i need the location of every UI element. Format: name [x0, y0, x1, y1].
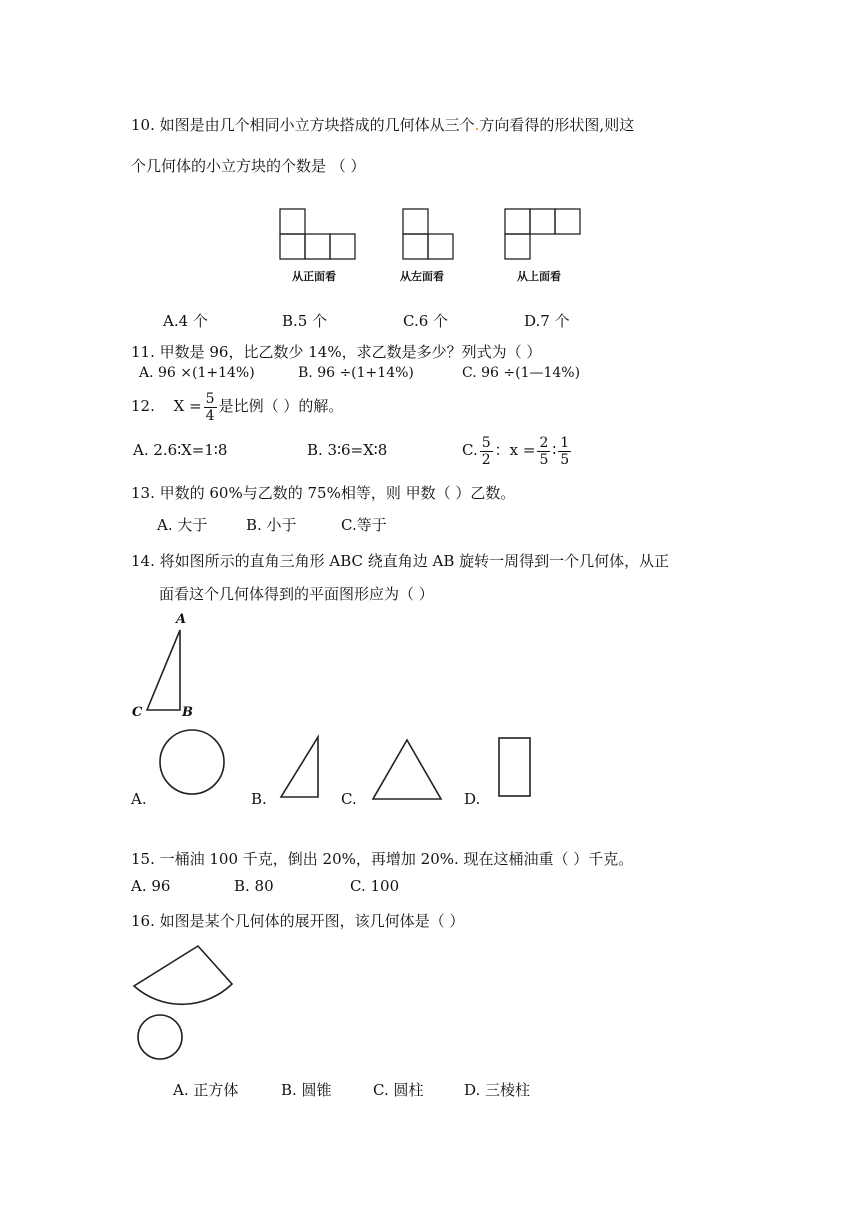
q12-option-c-f2-numerator: 2 [539, 434, 549, 451]
q12-option-c-f3-numerator: 1 [560, 434, 570, 451]
q10-line1b-text: 方向看得的形状图,则这 [479, 116, 635, 134]
q12-option-c-fraction-1 [480, 436, 493, 467]
q14-vertex-label-a: A [176, 612, 187, 627]
q14-stem-line1: 14. 将如图所示的直角三角形 ABC 绕直角边 AB 旋转一周得到一个几何体，从正 [131, 552, 670, 570]
q12-option-c-fraction-2 [537, 436, 550, 467]
q14-stem-line2: 面看这个几何体得到的平面图形应为（ ） [159, 585, 434, 603]
q16-cone-net-figure [128, 942, 238, 1067]
q10-stem-line2: 个几何体的小立方块的个数是 （ ） [131, 157, 366, 175]
q12-option-c-fraction-3 [558, 436, 571, 467]
q12-fraction-denominator: 4 [205, 407, 215, 424]
q14-option-a-circle-figure [158, 727, 228, 797]
q14-option-c-isosceles-triangle-figure [369, 735, 449, 805]
q16-option-d[interactable]: D. 三棱柱 [464, 1081, 531, 1099]
q12-option-c-prefix: C. [462, 441, 478, 459]
q12-option-a[interactable]: A. 2.6∶X=1∶8 [133, 441, 228, 459]
q13-stem: 13. 甲数的 60%与乙数的 75%相等，则 甲数（ ）乙数。 [131, 484, 516, 502]
q14-option-b-right-triangle-figure [276, 733, 326, 803]
q10-stem-line1 [131, 114, 634, 135]
q10-option-b[interactable]: B.5 个 [282, 312, 328, 330]
q12-option-c-f1-numerator: 5 [481, 434, 491, 451]
q11-stem: 11. 甲数是 96，比乙数少 14%，求乙数是多少？列式为（ ） [131, 343, 542, 361]
q10-view-label-left: 从左面看 [400, 270, 444, 283]
q10-line1-text: 10. 如图是由几个相同小立方块搭成的几何体从三个 [131, 116, 475, 134]
q10-view-label-top: 从上面看 [517, 270, 561, 283]
q14-option-d-rectangle-figure [496, 735, 536, 800]
q12-x-equals: X = [173, 397, 202, 415]
q10-view-label-front: 从正面看 [292, 270, 336, 283]
q15-option-b[interactable]: B. 80 [234, 877, 274, 895]
q14-vertex-label-c: C [132, 705, 143, 720]
q16-option-c[interactable]: C. 圆柱 [373, 1081, 424, 1099]
q14-option-b[interactable]: B. [251, 790, 267, 808]
q14-vertex-label-b: B [182, 705, 193, 720]
q13-option-a[interactable]: A. 大于 [157, 516, 208, 534]
q15-option-a[interactable]: A. 96 [131, 877, 171, 895]
q10-top-view-figure [504, 208, 584, 262]
q16-option-a[interactable]: A. 正方体 [173, 1081, 239, 1099]
q10-left-view-figure [402, 208, 458, 262]
q12-option-c-colon: ∶ [552, 441, 557, 459]
q12-option-c-f1-denominator: 2 [481, 451, 491, 468]
q10-option-a[interactable]: A.4 个 [163, 312, 208, 330]
q10-option-c[interactable]: C.6 个 [403, 312, 449, 330]
q12-stem [131, 388, 343, 424]
q12-option-c-mid: ：x = [494, 441, 536, 459]
q14-option-d[interactable]: D. [464, 790, 481, 808]
q10-option-d[interactable]: D.7 个 [524, 312, 570, 330]
q12-stem-tail: 是比例（ ）的解。 [218, 397, 344, 415]
q13-option-b[interactable]: B. 小于 [246, 516, 297, 534]
q14-option-c[interactable]: C. [341, 790, 357, 808]
q10-dot-mark: . [474, 116, 480, 134]
q16-option-b[interactable]: B. 圆锥 [281, 1081, 332, 1099]
q12-option-c-f3-denominator: 5 [560, 451, 570, 468]
q12-option-c-f2-denominator: 5 [539, 451, 549, 468]
q12-number: 12. [131, 397, 155, 415]
q11-option-a[interactable]: A. 96 ×(1+14%) [139, 365, 255, 381]
q12-fraction [204, 392, 217, 423]
q12-option-b[interactable]: B. 3∶6=X∶8 [307, 441, 388, 459]
q14-option-a[interactable]: A. [131, 790, 147, 808]
q12-fraction-numerator: 5 [205, 390, 215, 407]
q10-front-view-figure [279, 208, 359, 262]
q15-option-c[interactable]: C. 100 [350, 877, 400, 895]
q15-stem: 15. 一桶油 100 千克，倒出 20%，再增加 20%. 现在这桶油重（ ）千克。 [131, 850, 634, 868]
q12-option-c[interactable] [462, 432, 573, 468]
q16-stem: 16. 如图是某个几何体的展开图，该几何体是（ ） [131, 912, 465, 930]
q11-option-c[interactable]: C. 96 ÷(1—14%) [462, 365, 581, 381]
q13-option-c[interactable]: C.等于 [341, 516, 387, 534]
q11-option-b[interactable]: B. 96 ÷(1+14%) [298, 365, 414, 381]
